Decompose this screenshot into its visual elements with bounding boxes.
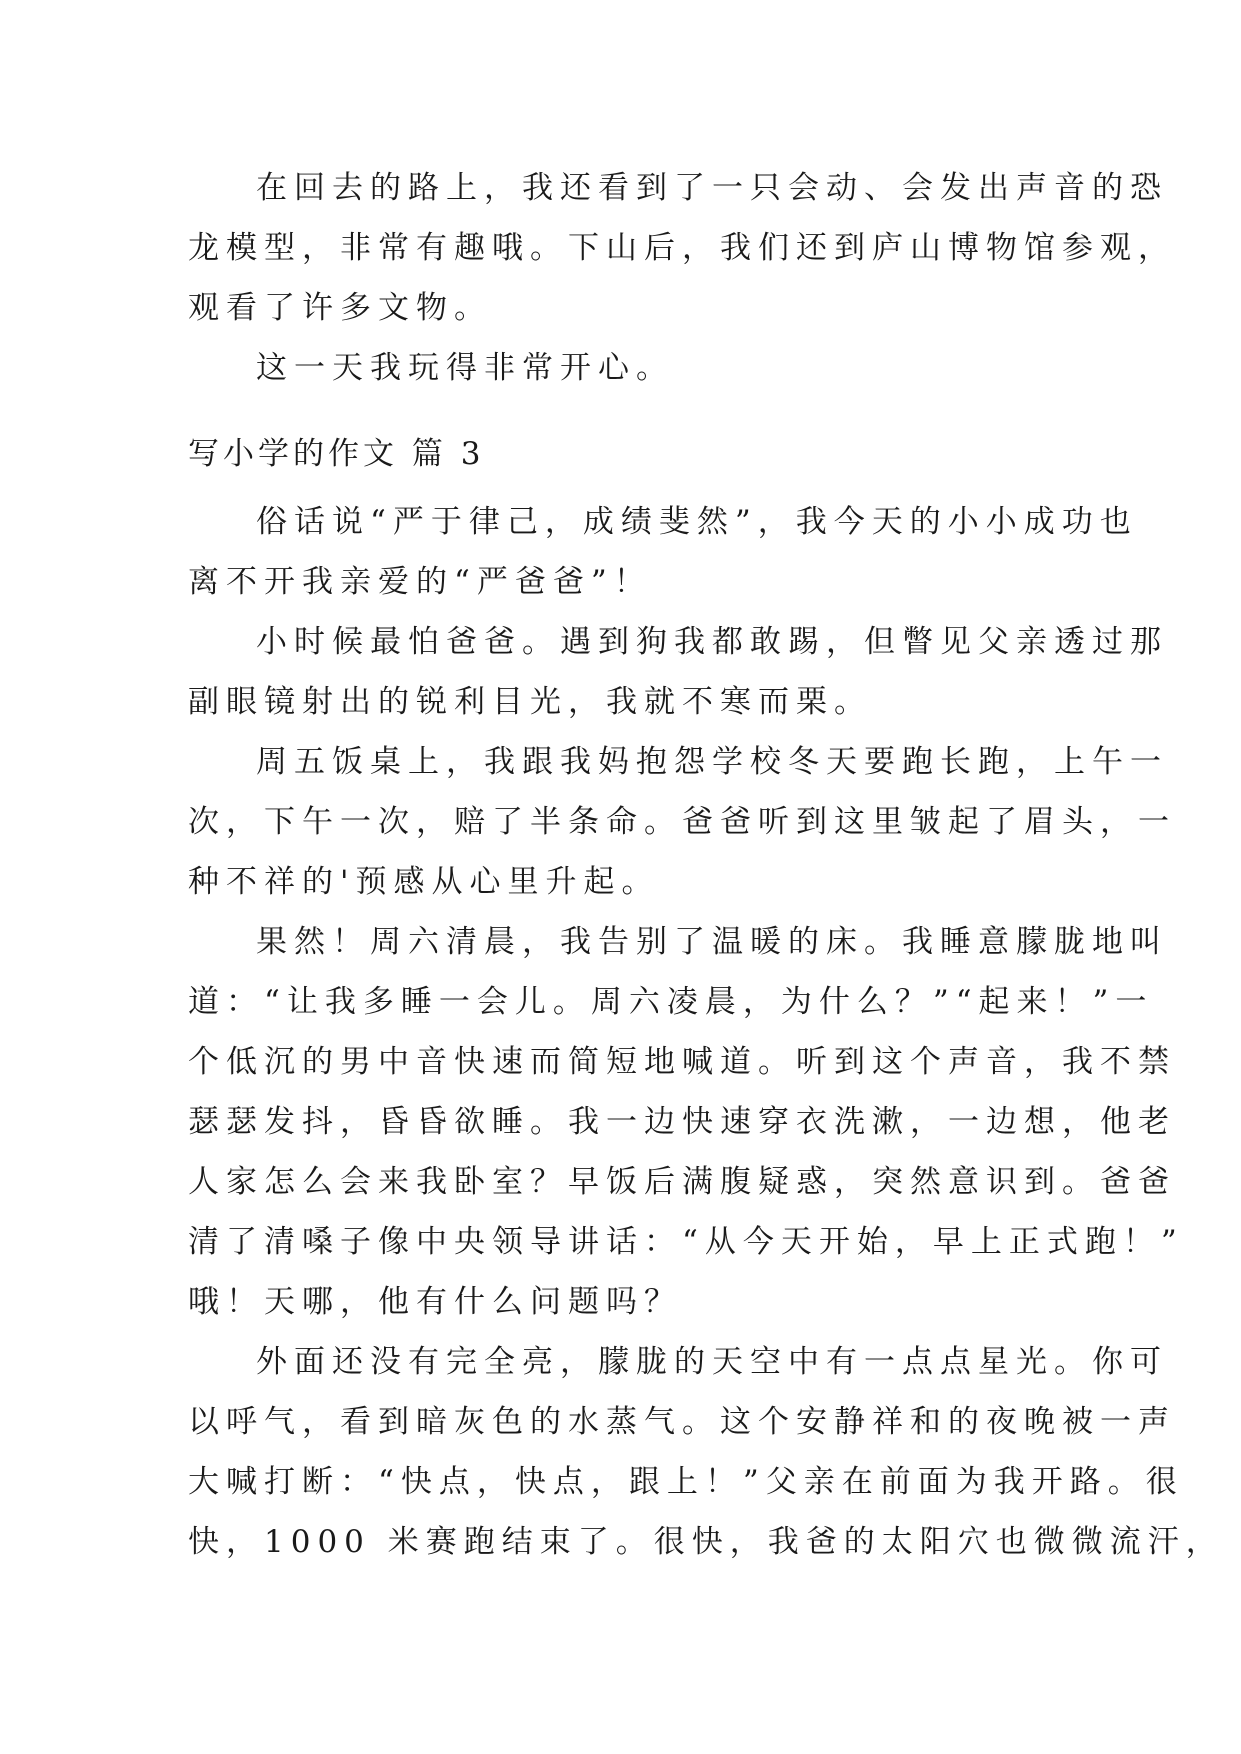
- paragraph-line: 观看了许多文物。: [188, 290, 492, 326]
- paragraph-line: 瑟瑟发抖，昏昏欲睡。我一边快速穿衣洗漱，一边想，他老: [188, 1104, 1176, 1140]
- paragraph-line: 清了清嗓子像中央领导讲话：“从今天开始，早上正式跑！”: [188, 1224, 1184, 1260]
- paragraph-line: 小时候最怕爸爸。遇到狗我都敢踢，但瞥见父亲透过那: [256, 624, 1168, 660]
- paragraph-line: 果然！周六清晨，我告别了温暖的床。我睡意朦胧地叫: [256, 924, 1168, 960]
- paragraph-line: 大喊打断：“快点，快点，跟上！”父亲在前面为我开路。很: [188, 1464, 1184, 1500]
- paragraph-line: 周五饭桌上，我跟我妈抱怨学校冬天要跑长跑，上午一: [256, 744, 1168, 780]
- paragraph-line: 哦！天哪，他有什么问题吗？: [188, 1284, 682, 1320]
- paragraph-line: 在回去的路上，我还看到了一只会动、会发出声音的恐: [256, 170, 1168, 206]
- paragraph-line: 龙模型，非常有趣哦。下山后，我们还到庐山博物馆参观，: [188, 230, 1176, 266]
- paragraph-line: 次，下午一次，赔了半条命。爸爸听到这里皱起了眉头，一: [188, 804, 1176, 840]
- paragraph-line: 人家怎么会来我卧室？早饭后满腹疑惑，突然意识到。爸爸: [188, 1164, 1176, 1200]
- paragraph-line: 离不开我亲爱的“严爸爸”！: [188, 564, 652, 600]
- paragraph-line: 个低沉的男中音快速而简短地喊道。听到这个声音，我不禁: [188, 1044, 1176, 1080]
- paragraph-line: 道：“让我多睡一会儿。周六凌晨，为什么？”“起来！”一: [188, 984, 1154, 1020]
- paragraph-line: 种不祥的'预感从心里升起。: [188, 864, 660, 900]
- paragraph-line: 快，1000 米赛跑结束了。很快，我爸的太阳穴也微微流汗，: [188, 1524, 1224, 1560]
- paragraph-line: 外面还没有完全亮，朦胧的天空中有一点点星光。你可: [256, 1344, 1168, 1380]
- paragraph-line: 以呼气，看到暗灰色的水蒸气。这个安静祥和的夜晚被一声: [188, 1404, 1176, 1440]
- section-heading: 写小学的作文 篇 3: [188, 436, 485, 472]
- paragraph-line: 副眼镜射出的锐利目光，我就不寒而栗。: [188, 684, 872, 720]
- paragraph-line: 这一天我玩得非常开心。: [256, 350, 674, 386]
- paragraph-line: 俗话说“严于律己，成绩斐然”，我今天的小小成功也: [256, 504, 1138, 540]
